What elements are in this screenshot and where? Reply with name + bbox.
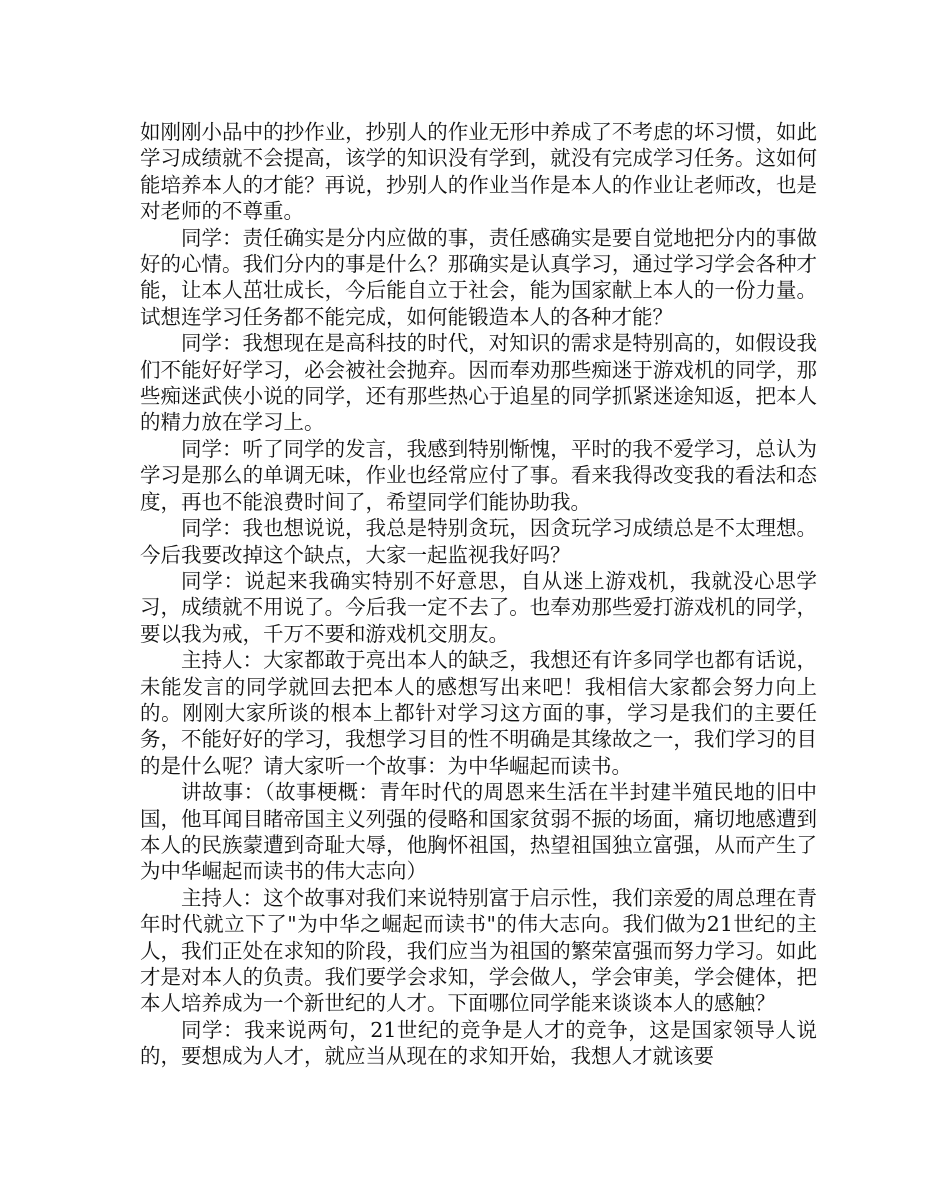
paragraph-4: 同学：听了同学的发言，我感到特别惭愧，平时的我不爱学习，总认为学习是那么的单调无味，作业也经常应付了事。看来我得改变我的看法和态度，再也不能浪费时间了，希望同学们能协助我。: [140, 436, 817, 514]
document-body: [140, 119, 817, 1070]
paragraph-10: 同学：我来说两句，21世纪的竞争是人才的竞争，这是国家领导人说的，要想成为人才，就应当从现在的求知开始，我想人才就该要: [140, 1017, 817, 1069]
paragraph-1: 如刚刚小品中的抄作业，抄别人的作业无形中养成了不考虑的坏习惯，如此学习成绩就不会提高，该学的知识没有学到，就没有完成学习任务。这如何能培养本人的才能？再说，抄别人的作业当作是本人的作业让老师改，也是对老师的不尊重。: [140, 120, 817, 224]
paragraph-8: 讲故事：（故事梗概：青年时代的周恩来生活在半封建半殖民地的旧中国，他耳闻目睹帝国主义列强的侵略和国家贫弱不振的场面，痛切地感遭到本人的民族蒙遭到奇耻大辱，他胸怀祖国，热望祖国独立富强，从而产生了为中华崛起而读书的伟大志向）: [140, 780, 817, 884]
paragraph-5: 同学：我也想说说，我总是特别贪玩，因贪玩学习成绩总是不太理想。今后我要改掉这个缺点，大家一起监视我好吗？: [140, 516, 817, 567]
paragraph-9: 主持人：这个故事对我们来说特别富于启示性，我们亲爱的周总理在青年时代就立下了"为中华之崛起而读书"的伟大志向。我们做为21世纪的主人，我们正处在求知的阶段，我们应当为祖国的繁荣富强而努力学习。如此才是对本人的负责。我们要学会求知，学会做人，学会审美，学会健体，把本人培养成为一个新世纪的人才。下面哪位同学能来谈谈本人的感触？: [140, 885, 817, 1016]
paragraph-3: 同学：我想现在是高科技的时代，对知识的需求是特别高的，如假设我们不能好好学习，必会被社会抛弃。因而奉劝那些痴迷于游戏机的同学，那些痴迷武侠小说的同学，还有那些热心于追星的同学抓紧迷途知返，把本人的精力放在学习上。: [140, 331, 817, 435]
paragraph-6: 同学：说起来我确实特别不好意思，自从迷上游戏机，我就没心思学习，成绩就不用说了。今后我一定不去了。也奉劝那些爱打游戏机的同学，要以我为戒，千万不要和游戏机交朋友。: [140, 568, 817, 646]
paragraph-7: 主持人：大家都敢于亮出本人的缺乏，我想还有许多同学也都有话说，未能发言的同学就回去把本人的感想写出来吧！我相信大家都会努力向上的。刚刚大家所谈的根本上都针对学习这方面的事，学习是我们的主要任务，不能好好的学习，我想学习目的性不明确是其缘故之一，我们学习的目的是什么呢？请大家听一个故事：为中华崛起而读书。: [140, 648, 817, 778]
paragraph-2: 同学：责任确实是分内应做的事，责任感确实是要自觉地把分内的事做好的心情。我们分内的事是什么？那确实是认真学习，通过学习学会各种才能，让本人茁壮成长，今后能自立于社会，能为国家献上本人的一份力量。试想连学习任务都不能完成，如何能锻造本人的各种才能？: [140, 225, 817, 329]
